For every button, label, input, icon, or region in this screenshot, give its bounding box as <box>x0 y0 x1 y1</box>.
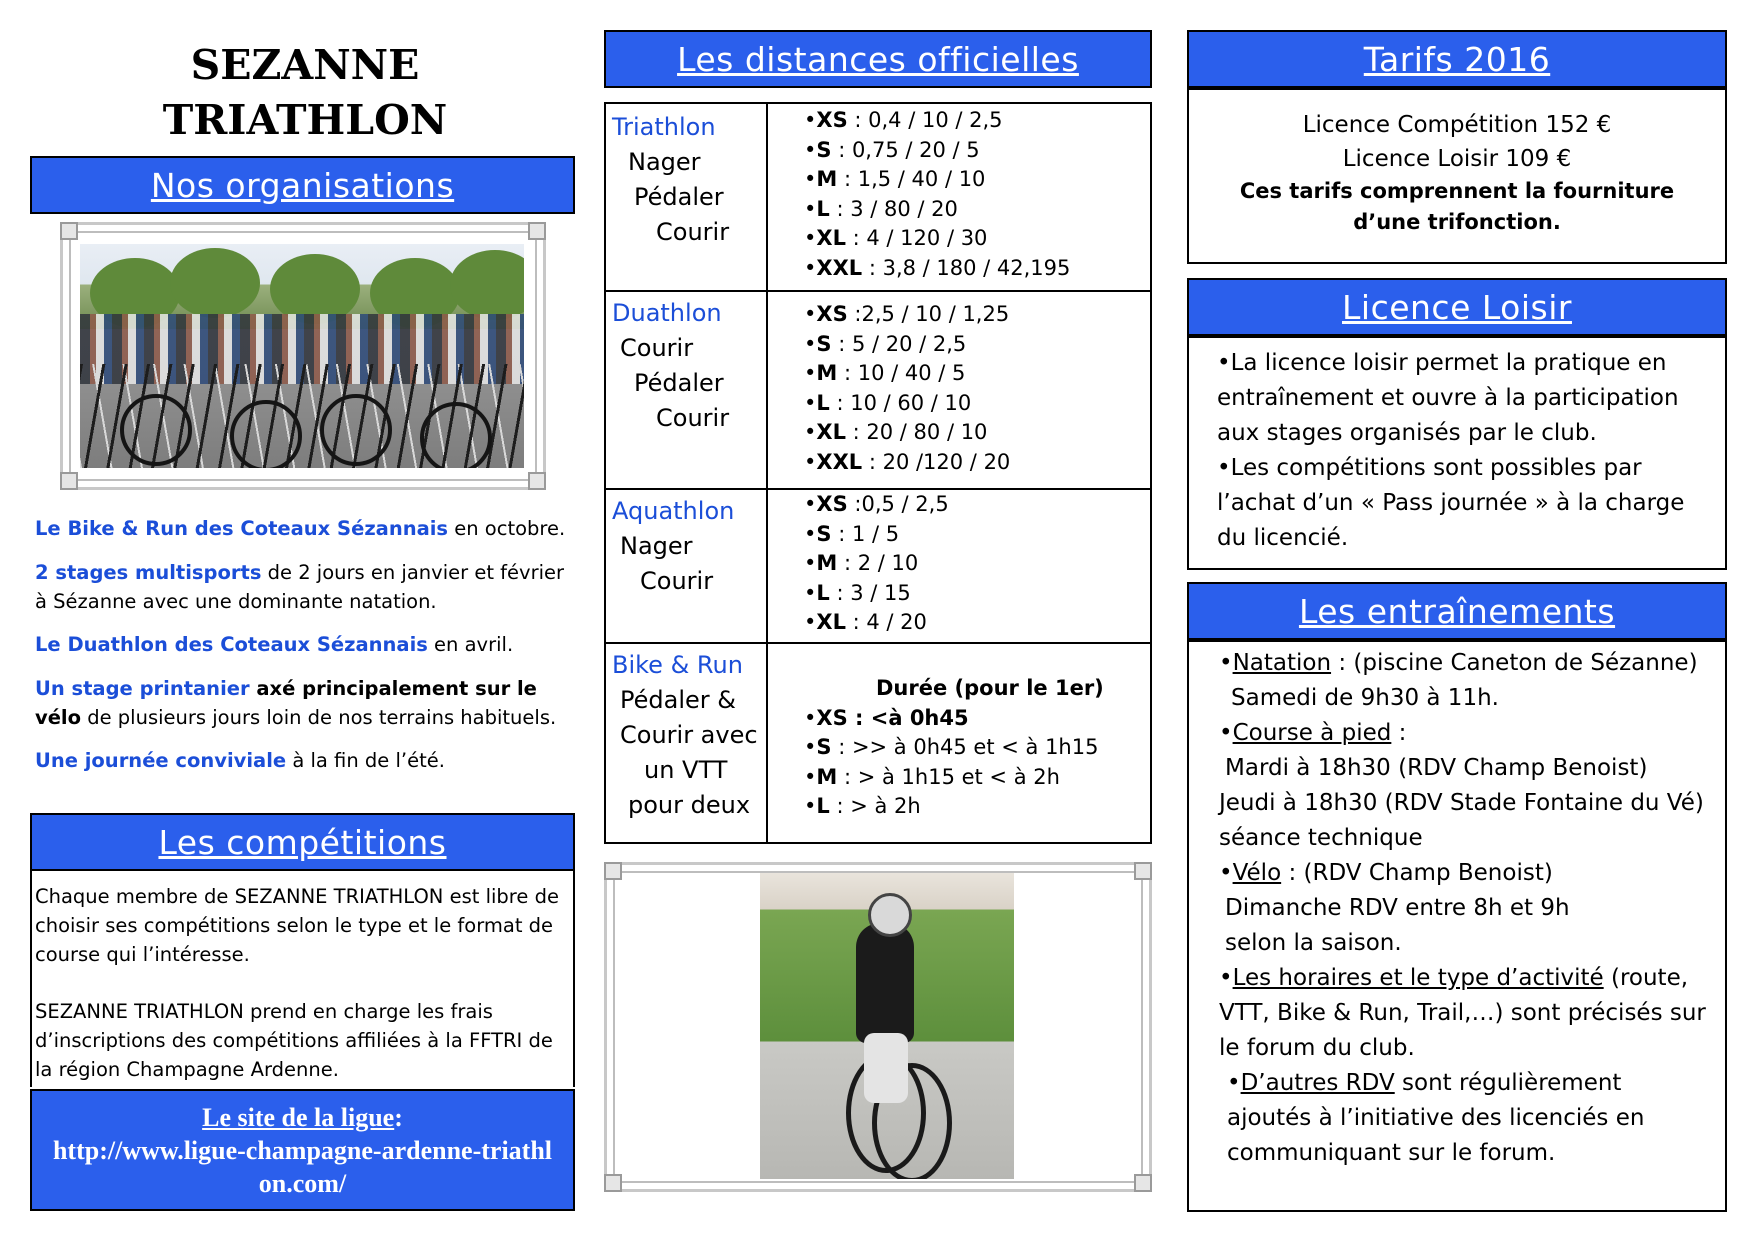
ligue-colon: : <box>394 1103 403 1132</box>
distance-line: •S : 0,75 / 20 / 5 <box>804 137 980 162</box>
table-row-bike-run <box>606 642 1150 842</box>
organisation-text: en avril. <box>427 633 514 656</box>
table-row-triathlon <box>606 104 1150 292</box>
page-title-line-2: TRIATHLON <box>162 96 448 144</box>
frame-corner <box>528 472 546 490</box>
organisation-highlight: Une journée conviviale <box>35 749 287 772</box>
organisation-highlight: Le Duathlon des Coteaux Sézannais <box>35 633 428 656</box>
distances-table <box>604 102 1152 844</box>
competitions-paragraph-1: Chaque membre de SEZANNE TRIATHLON est libre de choisir ses compétitions selon le type et le format de course qui l’intéresse. <box>35 885 559 966</box>
distance-line: •XS : <à 0h45 <box>804 705 969 730</box>
bike-park-photo <box>80 244 524 468</box>
ligue-label: Le site de la ligue <box>202 1103 395 1132</box>
entrainement-horaires: •Les horaires et le type d’activité (route, VTT, Bike & Run, Trail,…) sont précisés sur le forum du club. <box>1219 965 1706 1061</box>
distance-line: •S : 1 / 5 <box>804 521 900 546</box>
organisation-item <box>35 558 575 616</box>
entrainement-velo: •Vélo : (RDV Champ Benoist) Dimanche RDV entre 8h et 9h selon la saison. <box>1219 860 1570 956</box>
sport-step: un VTT <box>644 756 728 784</box>
sport-step: Nager <box>620 532 693 560</box>
sport-name: Aquathlon <box>612 497 735 525</box>
sport-step: Courir <box>656 404 730 432</box>
frame-corner <box>60 222 78 240</box>
distance-line: •XL : 4 / 120 / 30 <box>804 226 988 250</box>
tarifs-heading: Tarifs 2016 <box>1187 30 1727 88</box>
entrainements-heading: Les entraînements <box>1187 582 1727 640</box>
organisation-item <box>35 674 575 732</box>
frame-corner <box>528 222 546 240</box>
sport-step: Courir <box>620 334 694 362</box>
tarif-competition: Licence Compétition 152 € <box>1302 112 1612 138</box>
distance-list <box>804 490 949 638</box>
distance-list <box>804 300 1010 477</box>
distance-list <box>804 106 1070 283</box>
entrainement-course: •Course à pied : Mardi à 18h30 (RDV Champ Benoist) Jeudi à 18h30 (RDV Stade Fontaine du Vé) séance technique <box>1219 720 1704 851</box>
sport-name: Triathlon <box>612 113 716 141</box>
frame-corner <box>1134 862 1152 880</box>
distance-line: •XXL : 20 /120 / 20 <box>804 449 1011 474</box>
competitions-paragraph-2: SEZANNE TRIATHLON prend en charge les frais d’inscriptions des compétitions affiliées à la FFTRI de la région Champagne Ardenne. <box>35 1000 553 1081</box>
organisation-text: en octobre. <box>448 517 566 540</box>
organisation-text: de plusieurs jours loin de nos terrains habituels. <box>81 706 557 729</box>
organisation-bold: axé principalement sur le vélo <box>35 677 537 729</box>
nos-organisations-heading: Nos organisations <box>30 156 575 214</box>
organisation-text: de 2 jours en janvier et février à Sézanne avec une dominante natation. <box>35 561 565 613</box>
organisation-item <box>35 630 575 659</box>
table-row-aquathlon <box>606 488 1150 644</box>
sport-step: Pédaler <box>634 183 724 211</box>
sport-step: Pédaler & <box>620 686 736 714</box>
licence-loisir-heading: Licence Loisir <box>1187 278 1727 336</box>
sport-step: Nager <box>628 148 701 176</box>
sport-name: Bike & Run <box>612 651 743 679</box>
distance-line: •XS :2,5 / 10 / 1,25 <box>804 302 1010 326</box>
sport-step: Courir avec <box>620 721 758 749</box>
ligue-box <box>30 1089 575 1211</box>
entrainement-autres-rdv: •D’autres RDV sont régulièrement ajoutés à l’initiative des licenciés en communiquant sur le forum. <box>1227 1070 1645 1166</box>
tarifs-note: Ces tarifs comprennent la fourniture d’une trifonction. <box>1239 179 1675 234</box>
frame-corner <box>1134 1174 1152 1192</box>
competitions-heading: Les compétitions <box>30 813 575 871</box>
sport-step: Courir <box>656 218 730 246</box>
distance-line: •M : 1,5 / 40 / 10 <box>804 167 986 191</box>
licence-loisir-bullet: •La licence loisir permet la pratique en entraînement et ouvre à la participation aux stages organisés par le club. <box>1217 350 1679 446</box>
page-title <box>60 38 550 148</box>
distances-heading: Les distances officielles <box>604 30 1152 88</box>
organisation-highlight: Un stage printanier <box>35 677 250 700</box>
organisation-item <box>35 514 575 543</box>
organisation-item <box>35 746 575 775</box>
entrainements-box <box>1187 640 1727 1212</box>
distance-line: •L : 3 / 80 / 20 <box>804 196 958 221</box>
distance-line: •M : > à 1h15 et < à 2h <box>804 764 1060 789</box>
distance-line: •M : 10 / 40 / 5 <box>804 361 966 385</box>
entrainement-natation: •Natation : (piscine Caneton de Sézanne) Samedi de 9h30 à 11h. <box>1219 650 1698 711</box>
cyclist-photo <box>760 873 1014 1179</box>
distance-list <box>804 674 1104 822</box>
organisation-highlight: Le Bike & Run des Coteaux Sézannais <box>35 517 449 540</box>
tarif-loisir: Licence Loisir 109 € <box>1342 146 1572 172</box>
distance-line: •L : 3 / 15 <box>804 580 911 605</box>
frame-corner <box>604 1174 622 1192</box>
ligue-url[interactable]: http://www.ligue-champagne-ardenne-triathlon.com/ <box>52 1136 553 1198</box>
page-title-line-1: SEZANNE <box>190 41 420 89</box>
distance-line: •L : 10 / 60 / 10 <box>804 390 972 415</box>
organisation-highlight: 2 stages multisports <box>35 561 262 584</box>
duree-label: Durée (pour le 1er) <box>876 676 1104 700</box>
distance-line: •S : 5 / 20 / 2,5 <box>804 331 967 356</box>
organisation-text: à la fin de l’été. <box>286 749 445 772</box>
sport-step: pour deux <box>628 791 751 819</box>
distance-line: •XL : 4 / 20 <box>804 610 927 634</box>
licence-loisir-box <box>1187 336 1727 570</box>
distance-line: •M : 2 / 10 <box>804 551 919 575</box>
distance-line: •S : >> à 0h45 et < à 1h15 <box>804 735 1099 759</box>
sport-name: Duathlon <box>612 299 722 327</box>
distance-line: •XL : 20 / 80 / 10 <box>804 420 988 444</box>
frame-corner <box>60 472 78 490</box>
distance-line: •XXL : 3,8 / 180 / 42,195 <box>804 255 1071 280</box>
frame-corner <box>604 862 622 880</box>
distance-line: •XS :0,5 / 2,5 <box>804 492 949 516</box>
tarifs-box <box>1187 88 1727 264</box>
table-row-duathlon <box>606 290 1150 490</box>
licence-loisir-bullet: •Les compétitions sont possibles par l’achat d’un « Pass journée » à la charge du licencié. <box>1217 455 1685 551</box>
distance-line: •XS : 0,4 / 10 / 2,5 <box>804 108 1003 132</box>
sport-step: Courir <box>640 567 714 595</box>
sport-step: Pédaler <box>634 369 724 397</box>
distance-line: •L : > à 2h <box>804 794 921 818</box>
